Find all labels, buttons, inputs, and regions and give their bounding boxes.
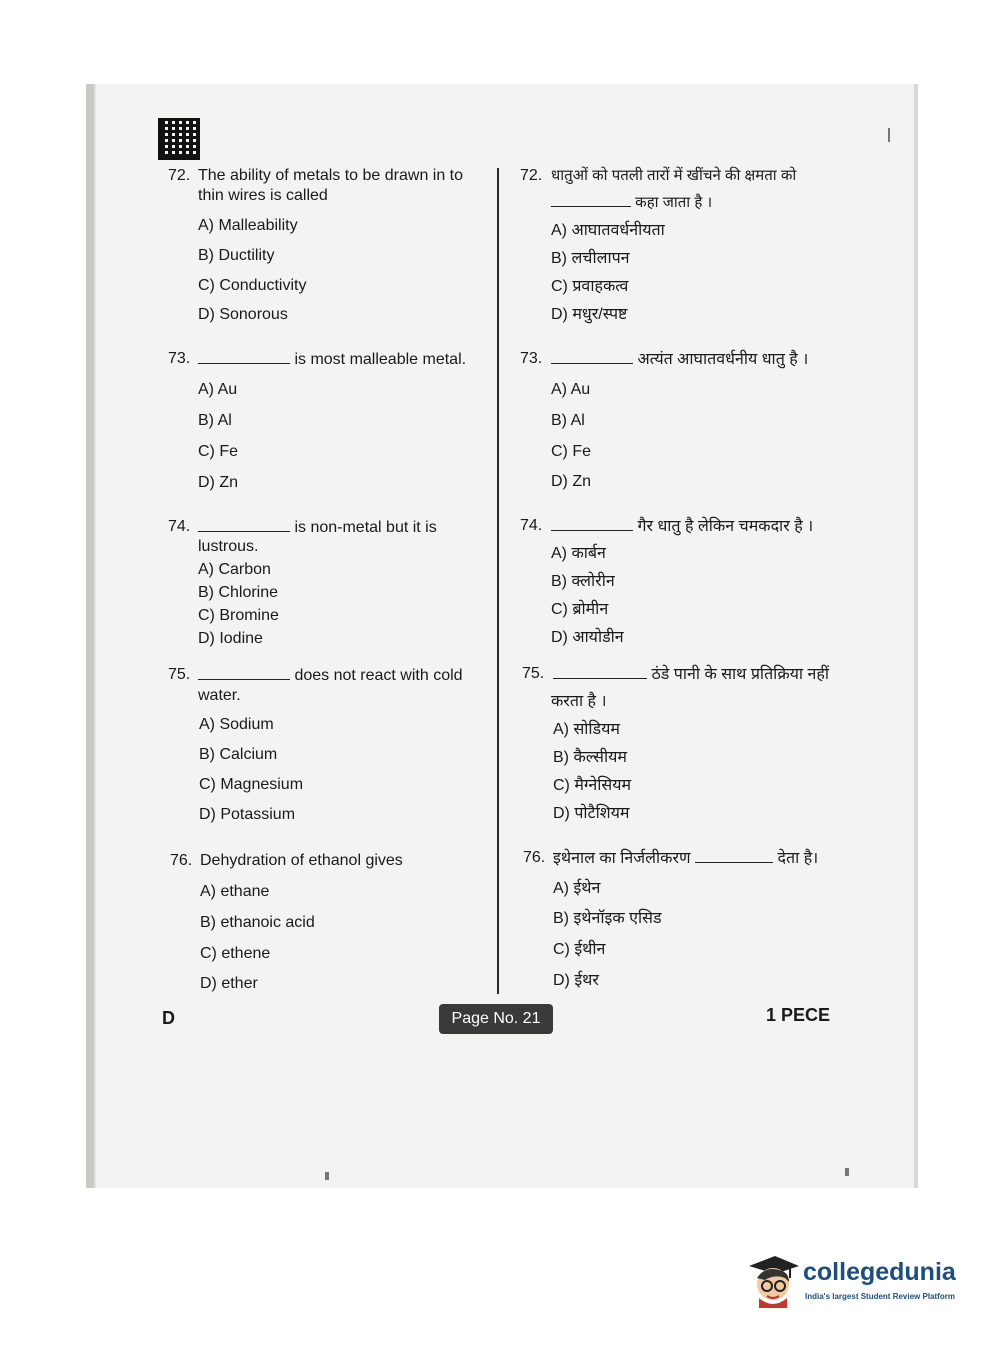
sheet-left-edge xyxy=(86,84,94,1188)
scan-speck xyxy=(845,1168,849,1176)
option-a: A) आघातवर्धनीयता xyxy=(551,222,665,239)
question-75-hi xyxy=(522,664,830,824)
option-a: A) कार्बन xyxy=(551,545,606,562)
question-stem: ठंडे पानी के साथ प्रतिक्रिया नहीं xyxy=(553,664,829,685)
answer-blank xyxy=(695,848,773,863)
option-c: C) Magnesium xyxy=(199,776,304,793)
option-b: B) क्लोरीन xyxy=(551,573,615,590)
question-76-hi xyxy=(523,848,823,998)
question-stem: is non-metal but it is xyxy=(198,517,437,538)
question-number: 72. xyxy=(520,167,543,184)
answer-blank xyxy=(551,516,633,531)
answer-blank xyxy=(198,517,290,532)
answer-blank xyxy=(553,664,647,679)
collegedunia-logo xyxy=(745,1252,970,1312)
question-stem-line2: कहा जाता है । xyxy=(551,192,712,213)
question-stem: धातुओं को पतली तारों में खींचने की क्षमता को xyxy=(551,167,797,184)
option-c: C) ईथीन xyxy=(553,941,606,958)
option-b: B) Calcium xyxy=(199,746,278,763)
option-d: D) पोटैशियम xyxy=(553,805,630,822)
option-b: B) इथेनॉइक एसिड xyxy=(553,910,662,927)
question-stem: Dehydration of ethanol gives xyxy=(200,852,403,869)
paper-code: 1 PECE xyxy=(766,1005,831,1025)
question-number: 73. xyxy=(168,350,191,367)
column-divider xyxy=(497,168,499,994)
question-74-hi xyxy=(520,516,820,651)
option-c: C) Bromine xyxy=(198,607,279,624)
option-d: D) ether xyxy=(200,975,258,992)
option-a: A) Au xyxy=(198,381,238,398)
option-c: C) ethene xyxy=(200,945,271,962)
option-a: A) Malleability xyxy=(198,217,298,234)
question-stem: गैर धातु है लेकिन चमकदार है । xyxy=(551,516,813,537)
option-d: D) ईथर xyxy=(553,972,599,989)
option-b: B) कैल्सीयम xyxy=(553,749,627,766)
option-c: C) Conductivity xyxy=(198,277,307,294)
option-c: C) Fe xyxy=(198,443,238,460)
option-a: A) सोडियम xyxy=(553,721,620,738)
option-b: B) ethanoic acid xyxy=(200,914,315,931)
question-stem: The ability of metals to be drawn in to xyxy=(198,167,464,184)
scan-speck xyxy=(888,128,890,142)
option-c: C) ब्रोमीन xyxy=(551,601,609,618)
qr-code-icon xyxy=(158,118,200,160)
option-c: C) मैग्नेसियम xyxy=(553,777,632,794)
question-74-en xyxy=(168,517,488,652)
question-stem: अत्यंत आघातवर्धनीय धातु है । xyxy=(551,349,808,370)
question-number: 73. xyxy=(520,350,543,367)
option-d: D) Potassium xyxy=(199,806,296,823)
question-75-en xyxy=(168,665,488,825)
question-number: 74. xyxy=(168,518,191,535)
question-73-hi xyxy=(520,349,820,499)
brand-tagline: India's largest Student Review Platform xyxy=(805,1292,955,1301)
answer-blank xyxy=(551,192,631,207)
page-number-badge: Page No. 21 xyxy=(439,1004,553,1034)
option-d: D) Iodine xyxy=(198,630,263,647)
question-stem-line2: thin wires is called xyxy=(198,187,328,204)
option-a: A) Au xyxy=(551,381,591,398)
answer-blank xyxy=(198,665,290,680)
option-a: A) ईथेन xyxy=(553,880,601,897)
option-b: B) Chlorine xyxy=(198,584,279,601)
question-number: 76. xyxy=(170,852,193,869)
option-d: D) Sonorous xyxy=(198,306,288,323)
question-stem: does not react with cold xyxy=(198,665,463,686)
option-d: D) Zn xyxy=(551,473,591,490)
option-b: B) Al xyxy=(198,412,232,429)
question-stem-line2: water. xyxy=(198,687,241,704)
option-a: A) Carbon xyxy=(198,561,271,578)
answer-blank xyxy=(198,349,290,364)
set-code: D xyxy=(162,1008,175,1028)
question-stem: is most malleable metal. xyxy=(198,349,466,370)
question-number: 72. xyxy=(168,167,191,184)
question-73-en xyxy=(168,349,488,499)
option-b: B) लचीलापन xyxy=(551,250,630,267)
option-a: A) ethane xyxy=(200,883,270,900)
question-number: 76. xyxy=(523,849,546,866)
question-72-en xyxy=(168,166,488,326)
option-d: D) मधुर/स्पष्ट xyxy=(551,306,628,323)
option-b: B) Ductility xyxy=(198,247,275,264)
option-a: A) Sodium xyxy=(199,716,274,733)
brand-name: collegedunia xyxy=(803,1258,956,1286)
option-d: D) आयोडीन xyxy=(551,629,624,646)
option-d: D) Zn xyxy=(198,474,238,491)
question-number: 75. xyxy=(522,665,545,682)
mascot-icon xyxy=(745,1252,801,1308)
question-76-en xyxy=(170,851,490,1001)
scan-speck xyxy=(325,1172,329,1180)
option-c: C) Fe xyxy=(551,443,591,460)
option-c: C) प्रवाहकत्व xyxy=(551,278,629,295)
option-b: B) Al xyxy=(551,412,585,429)
question-72-hi xyxy=(520,166,820,326)
answer-blank xyxy=(551,349,633,364)
question-number: 75. xyxy=(168,666,191,683)
question-stem-line2: lustrous. xyxy=(198,538,259,555)
question-stem: इथेनाल का निर्जलीकरण देता है। xyxy=(553,850,819,867)
question-number: 74. xyxy=(520,517,543,534)
question-stem-line2: करता है । xyxy=(551,693,607,710)
